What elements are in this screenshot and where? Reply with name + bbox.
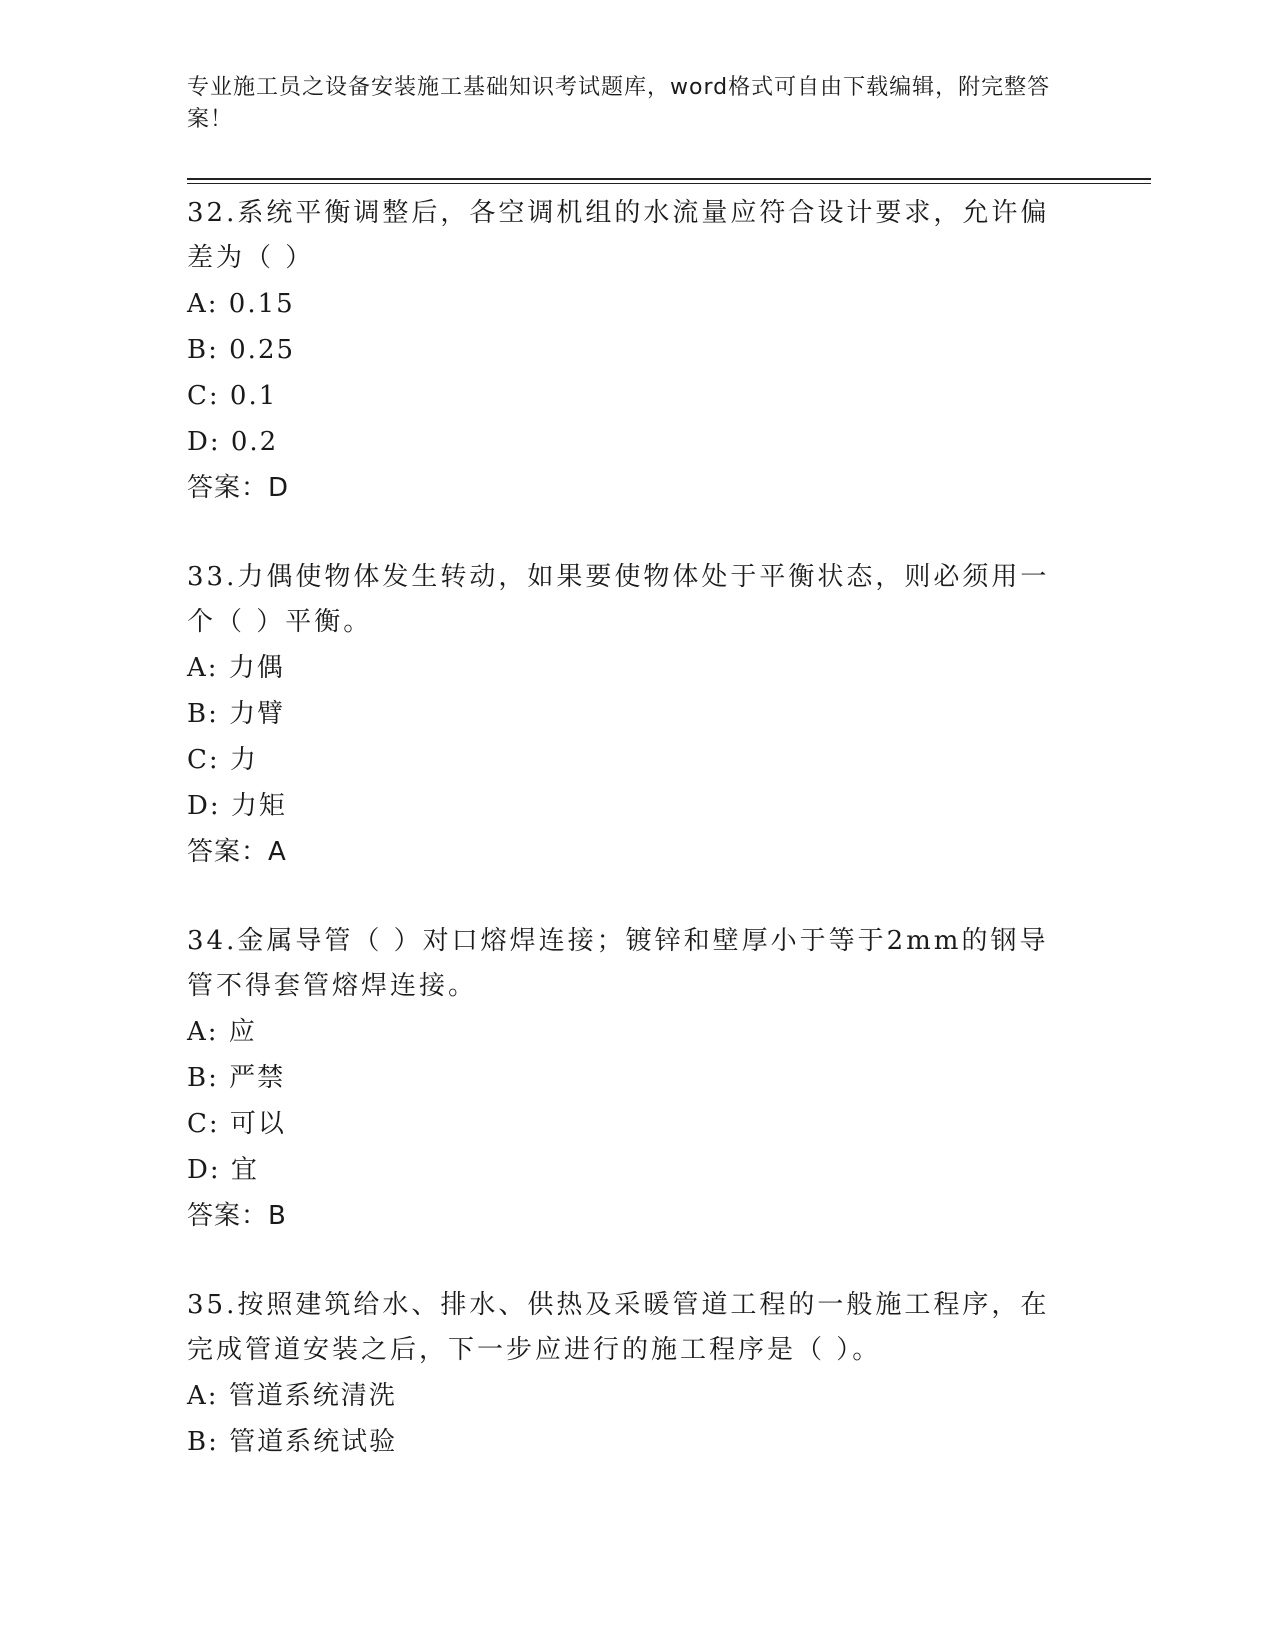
header-divider-thin [187,183,1151,184]
option-d: D: 0.2 [187,427,279,457]
option-c: C: 可以 [187,1109,286,1139]
option-a: A: 管道系统清洗 [187,1381,397,1411]
document-title: 专业施工员之设备安装施工基础知识考试题库，word格式可自由下载编辑，附完整答案！ [187,75,1051,132]
answer-line: 答案：B [187,1201,287,1231]
option-a: A: 力偶 [187,653,285,683]
option-b: B: 管道系统试验 [187,1427,398,1457]
option-a: A: 应 [187,1017,257,1047]
question-32 [187,191,1067,511]
header-divider-thick [187,178,1151,180]
answer-line: 答案：A [187,837,287,867]
answer-line: 答案：D [187,473,290,503]
option-b: B: 严禁 [187,1063,286,1093]
question-35 [187,1283,1067,1465]
question-text: 33.力偶使物体发生转动，如果要使物体处于平衡状态，则必须用一个（ ）平衡。 [187,562,1050,637]
question-text: 32.系统平衡调整后，各空调机组的水流量应符合设计要求，允许偏差为（ ） [187,198,1050,273]
question-34 [187,919,1067,1239]
question-text: 34.金属导管（ ）对口熔焊连接；镀锌和壁厚小于等于2mm的钢导管不得套管熔焊连接。 [187,926,1049,1001]
question-text: 35.按照建筑给水、排水、供热及采暖管道工程的一般施工程序，在完成管道安装之后，下一步应进行的施工程序是（ ）。 [187,1290,1050,1365]
question-list [187,191,1067,1509]
option-c: C: 0.1 [187,381,278,411]
question-33 [187,555,1067,875]
option-c: C: 力 [187,745,258,775]
option-d: D: 力矩 [187,791,287,821]
option-b: B: 力臂 [187,699,286,729]
option-b: B: 0.25 [187,335,296,365]
option-d: D: 宜 [187,1155,259,1185]
option-a: A: 0.15 [187,289,295,319]
